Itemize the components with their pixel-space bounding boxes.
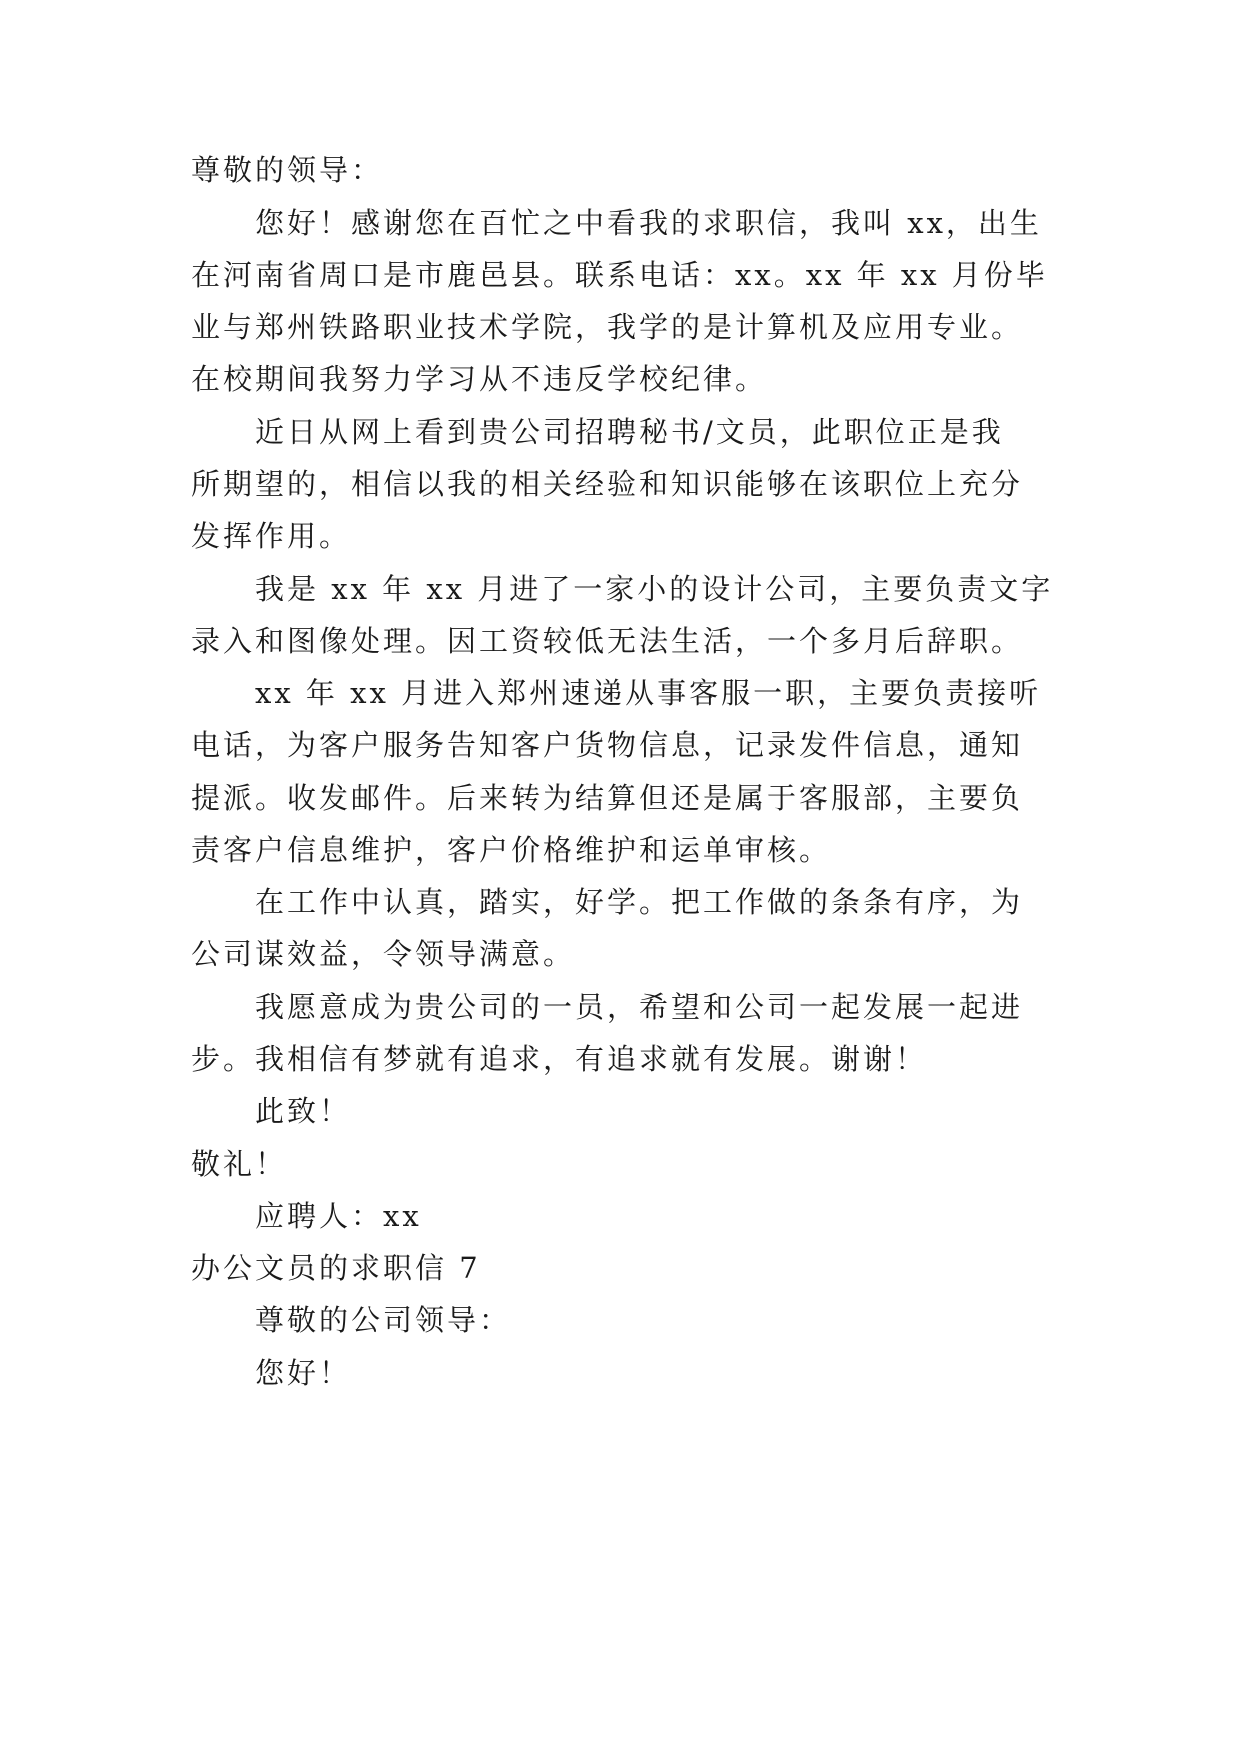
closing-line: 此致！ bbox=[255, 1094, 352, 1128]
paragraph-line: 在河南省周口是市鹿邑县。联系电话：xx。xx 年 xx 月份毕 bbox=[191, 258, 1048, 292]
paragraph-line: 提派。收发邮件。后来转为结算但还是属于客服部，主要负 bbox=[191, 781, 1024, 815]
paragraph-line: 步。我相信有梦就有追求，有追求就有发展。谢谢！ bbox=[191, 1042, 928, 1076]
paragraph-line: 发挥作用。 bbox=[191, 519, 352, 553]
paragraph-line: 在工作中认真，踏实，好学。把工作做的条条有序，为 bbox=[255, 885, 1024, 919]
paragraph-line: 责客户信息维护，客户价格维护和运单审核。 bbox=[191, 833, 832, 867]
paragraph-line: 所期望的，相信以我的相关经验和知识能够在该职位上充分 bbox=[191, 467, 1024, 501]
salutation: 尊敬的公司领导： bbox=[255, 1303, 512, 1337]
paragraph-line: 我愿意成为贵公司的一员，希望和公司一起发展一起进 bbox=[255, 990, 1024, 1024]
salutation: 尊敬的领导： bbox=[191, 153, 384, 187]
paragraph-line: 录入和图像处理。因工资较低无法生活，一个多月后辞职。 bbox=[191, 624, 1024, 658]
closing-line: 敬礼！ bbox=[191, 1147, 288, 1181]
signature-line: 应聘人：xx bbox=[255, 1199, 422, 1233]
paragraph-line: 我是 xx 年 xx 月进了一家小的设计公司，主要负责文字 bbox=[255, 572, 1054, 606]
paragraph-line: 业与郑州铁路职业技术学院，我学的是计算机及应用专业。 bbox=[191, 310, 1024, 344]
paragraph-line: 近日从网上看到贵公司招聘秘书/文员，此职位正是我 bbox=[255, 415, 1004, 449]
section-heading: 办公文员的求职信 7 bbox=[191, 1251, 481, 1285]
paragraph-line: 在校期间我努力学习从不违反学校纪律。 bbox=[191, 362, 768, 396]
paragraph-line: 电话，为客户服务告知客户货物信息，记录发件信息，通知 bbox=[191, 728, 1024, 762]
paragraph-line: 公司谋效益，令领导满意。 bbox=[191, 937, 576, 971]
paragraph-line: xx 年 xx 月进入郑州速递从事客服一职，主要负责接听 bbox=[255, 676, 1042, 710]
greeting: 您好！ bbox=[255, 1356, 352, 1390]
paragraph-line: 您好！感谢您在百忙之中看我的求职信，我叫 xx，出生 bbox=[255, 206, 1042, 240]
